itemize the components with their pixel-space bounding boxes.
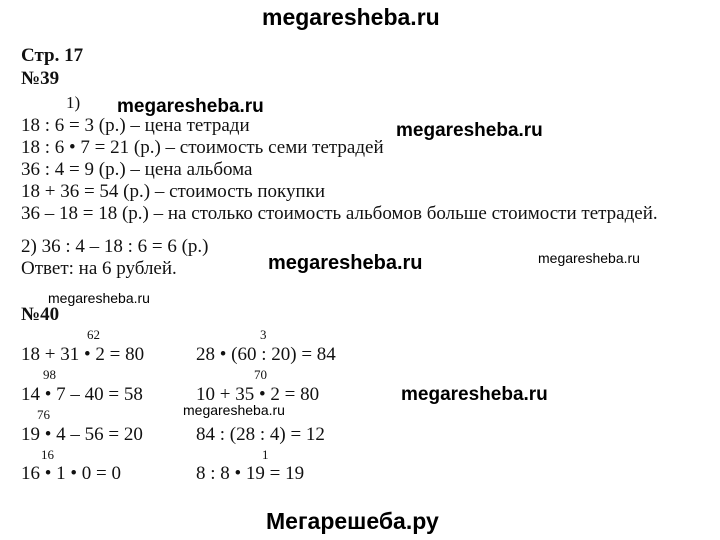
- task39-number: №39: [21, 68, 60, 89]
- task40-right-note: 1: [262, 447, 269, 462]
- header-watermark: megaresheba.ru: [262, 4, 440, 30]
- page-label: Стр. 17: [21, 45, 84, 66]
- watermark: megaresheba.ru: [538, 250, 640, 266]
- watermark: megaresheba.ru: [401, 384, 548, 405]
- task40-left-note: 76: [37, 407, 50, 422]
- watermark: megaresheba.ru: [396, 120, 543, 141]
- task40-left-expr: 14 • 7 – 40 = 58: [21, 384, 143, 405]
- task39-part1-label: 1): [66, 93, 81, 112]
- task40-left-note: 98: [43, 367, 56, 382]
- task39-part2: 2) 36 : 4 – 18 : 6 = 6 (р.): [21, 236, 209, 257]
- task40-left-note: 16: [41, 447, 54, 462]
- task39-answer: Ответ: на 6 рублей.: [21, 258, 177, 279]
- task39-line: 36 – 18 = 18 (р.) – на столько стоимость альбомов больше стоимости тетрадей.: [21, 203, 658, 224]
- watermark: megaresheba.ru: [117, 96, 264, 117]
- task39-line: 18 : 6 = 3 (р.) – цена тетради: [21, 115, 250, 136]
- task40-right-expr: 28 • (60 : 20) = 84: [196, 344, 336, 365]
- watermark: megaresheba.ru: [183, 402, 285, 418]
- task40-left-expr: 19 • 4 – 56 = 20: [21, 424, 143, 445]
- task40-left-expr: 18 + 31 • 2 = 80: [21, 344, 145, 365]
- footer-watermark: Мегарешеба.ру: [266, 508, 439, 534]
- task40-right-expr: 84 : (28 : 4) = 12: [196, 424, 325, 445]
- task39-line: 36 : 4 = 9 (р.) – цена альбома: [21, 159, 253, 180]
- task40-left-note: 62: [87, 327, 100, 342]
- task40-right-expr: 10 + 35 • 2 = 80: [196, 384, 320, 405]
- watermark: megaresheba.ru: [268, 252, 423, 274]
- task40-left-expr: 16 • 1 • 0 = 0: [21, 463, 122, 484]
- task40-right-note: 70: [254, 367, 267, 382]
- task40-right-note: 3: [260, 327, 267, 342]
- task40-number: №40: [21, 304, 60, 325]
- task39-line: 18 : 6 • 7 = 21 (р.) – стоимость семи тетрадей: [21, 137, 384, 158]
- task39-line: 18 + 36 = 54 (р.) – стоимость покупки: [21, 181, 326, 202]
- watermark: megaresheba.ru: [48, 290, 150, 306]
- task40-right-expr: 8 : 8 • 19 = 19: [196, 463, 305, 484]
